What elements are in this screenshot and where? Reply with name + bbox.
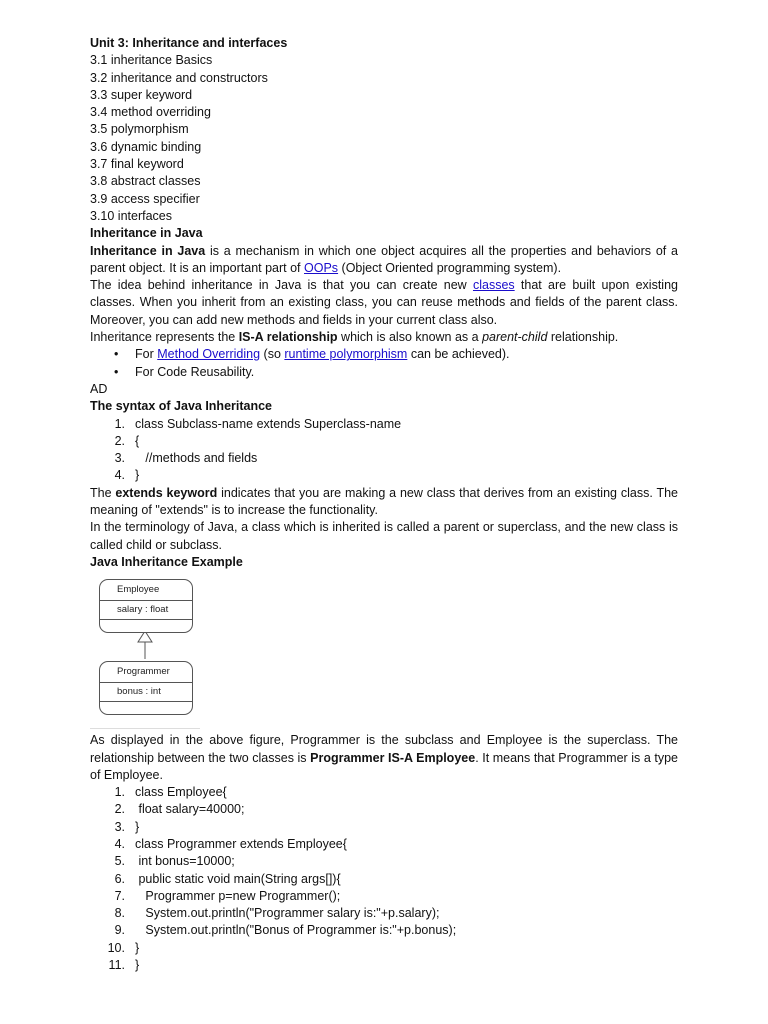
toc-item: 3.8 abstract classes <box>90 174 201 189</box>
employee-class-box <box>99 579 193 633</box>
extends-paragraph <box>90 485 678 520</box>
isa-bold: IS-A relationship <box>238 330 338 345</box>
code-line <box>90 940 678 957</box>
line-number: 7. <box>114 888 125 903</box>
example-heading: Java Inheritance Example <box>90 554 243 569</box>
code-text: Programmer p=new Programmer(); <box>135 888 341 903</box>
toc-item: 3.6 dynamic binding <box>90 139 202 154</box>
code-text: System.out.println("Bonus of Programmer is:"+p.bonus); <box>135 923 457 938</box>
figure-bold: Programmer IS-A Employee <box>310 750 476 765</box>
programmer-field: bonus : int <box>100 683 192 702</box>
extends-text-end: indicates that you are making a new class that derives from an existing class. The meaning of "extends" is to increase the functionality. <box>90 485 678 518</box>
list-item <box>90 346 678 363</box>
list-item: • For Code Reusability. <box>90 364 678 381</box>
syntax-code-list <box>90 416 678 485</box>
code-line <box>90 836 678 853</box>
list-text: (so <box>260 347 285 362</box>
isa-text-end: relationship. <box>547 330 619 345</box>
method-overriding-link[interactable]: Method Overriding <box>157 347 261 362</box>
list-text: For <box>135 347 158 362</box>
classes-link[interactable]: classes <box>472 278 515 293</box>
figure-text-end: . It means that Programmer is a type of Employee. <box>90 750 678 782</box>
code-text: System.out.println("Programmer salary is:"+p.salary); <box>135 906 440 921</box>
line-number: 6. <box>114 871 125 886</box>
list-text: can be achieved). <box>407 347 510 362</box>
code-line <box>90 871 678 888</box>
table-of-contents <box>90 52 678 225</box>
code-text: //methods and fields <box>135 451 258 466</box>
code-text: } <box>135 940 140 955</box>
toc-item: 3.1 inheritance Basics <box>90 53 213 68</box>
code-line <box>90 957 678 974</box>
code-text: class Employee{ <box>135 785 227 800</box>
figure-divider <box>90 728 200 729</box>
line-number: 9. <box>114 923 125 938</box>
figure-paragraph <box>90 732 678 784</box>
code-line <box>90 922 678 939</box>
unit-title: Unit 3: Inheritance and interfaces <box>90 36 288 50</box>
code-text: class Subclass-name extends Superclass-name <box>135 416 402 431</box>
toc-item: 3.10 interfaces <box>90 208 172 223</box>
line-number: 5. <box>114 854 125 869</box>
code-line <box>90 801 678 818</box>
isa-italic: parent-child <box>482 330 548 345</box>
line-number: 11. <box>108 958 125 973</box>
terminology-paragraph: In the terminology of Java, a class which is inherited is called a parent or superclass, and the new class is called child or subclass. <box>90 520 678 552</box>
idea-text: The idea behind inheritance in Java is that you can create new <box>90 278 473 293</box>
intro-text: is a mechanism in which one object acquires all the properties and behaviors of a parent object. It is an important part of <box>90 243 678 275</box>
programmer-methods <box>100 702 192 714</box>
code-text: int bonus=10000; <box>135 854 235 869</box>
employee-methods <box>100 620 192 632</box>
programmer-class-name: Programmer <box>100 662 192 683</box>
runtime-polymorphism-link[interactable]: runtime polymorphism <box>284 347 408 362</box>
section-heading: Inheritance in Java <box>90 226 203 241</box>
isa-paragraph <box>90 329 678 346</box>
code-line <box>90 433 678 450</box>
example-code-list <box>90 784 678 974</box>
oops-link[interactable]: OOPs <box>304 260 339 275</box>
line-number: 3. <box>114 451 125 466</box>
ad-label: AD <box>90 381 108 396</box>
syntax-heading: The syntax of Java Inheritance <box>90 399 273 414</box>
code-line <box>90 819 678 836</box>
code-line <box>90 450 678 467</box>
reasons-list <box>90 346 678 381</box>
code-text: } <box>135 468 140 483</box>
code-line <box>90 416 678 433</box>
line-number: 2. <box>114 433 125 448</box>
line-number: 1. <box>114 416 125 431</box>
isa-text: Inheritance represents the <box>90 330 239 345</box>
extends-bold: extends keyword <box>115 485 218 500</box>
code-line <box>90 888 678 905</box>
line-number: 3. <box>114 819 125 834</box>
programmer-class-box <box>99 661 193 715</box>
line-number: 8. <box>114 906 125 921</box>
toc-item: 3.2 inheritance and constructors <box>90 70 268 85</box>
line-number: 4. <box>114 468 125 483</box>
employee-field: salary : float <box>100 601 192 620</box>
employee-class-name: Employee <box>100 580 192 601</box>
code-text: public static void main(String args[]){ <box>135 871 341 886</box>
intro-bold: Inheritance in Java <box>90 243 206 258</box>
intro-paragraph <box>90 243 678 278</box>
code-line <box>90 853 678 870</box>
line-number: 2. <box>114 802 125 817</box>
line-number: 4. <box>114 836 125 851</box>
isa-text-mid: which is also known as a <box>337 330 483 345</box>
line-number: 1. <box>114 785 125 800</box>
figure-text: As displayed in the above figure, Programmer is the subclass and Employee is the superclass. The relationship between the two classes is <box>90 733 678 765</box>
idea-text-end: that are built upon existing classes. When you inherit from an existing class, you can reuse methods and fields of the parent class. Moreover, you can add new methods and fields in your current class also. <box>90 278 678 327</box>
uml-diagram <box>99 579 207 724</box>
toc-item: 3.7 final keyword <box>90 157 184 172</box>
code-text: class Programmer extends Employee{ <box>135 836 347 851</box>
toc-item: 3.5 polymorphism <box>90 122 189 137</box>
extends-text: The <box>90 485 116 500</box>
code-text: } <box>135 958 140 973</box>
document-page <box>90 35 678 974</box>
code-line <box>90 905 678 922</box>
code-text: float salary=40000; <box>135 802 245 817</box>
toc-item: 3.9 access specifier <box>90 191 200 206</box>
line-number: 10. <box>107 940 125 955</box>
code-text: } <box>135 819 140 834</box>
code-line <box>90 467 678 484</box>
idea-paragraph <box>90 277 678 329</box>
code-text: { <box>135 433 140 448</box>
toc-item: 3.4 method overriding <box>90 105 211 120</box>
intro-text-end: (Object Oriented programming system). <box>338 260 562 275</box>
code-line <box>90 784 678 801</box>
toc-item: 3.3 super keyword <box>90 87 193 102</box>
